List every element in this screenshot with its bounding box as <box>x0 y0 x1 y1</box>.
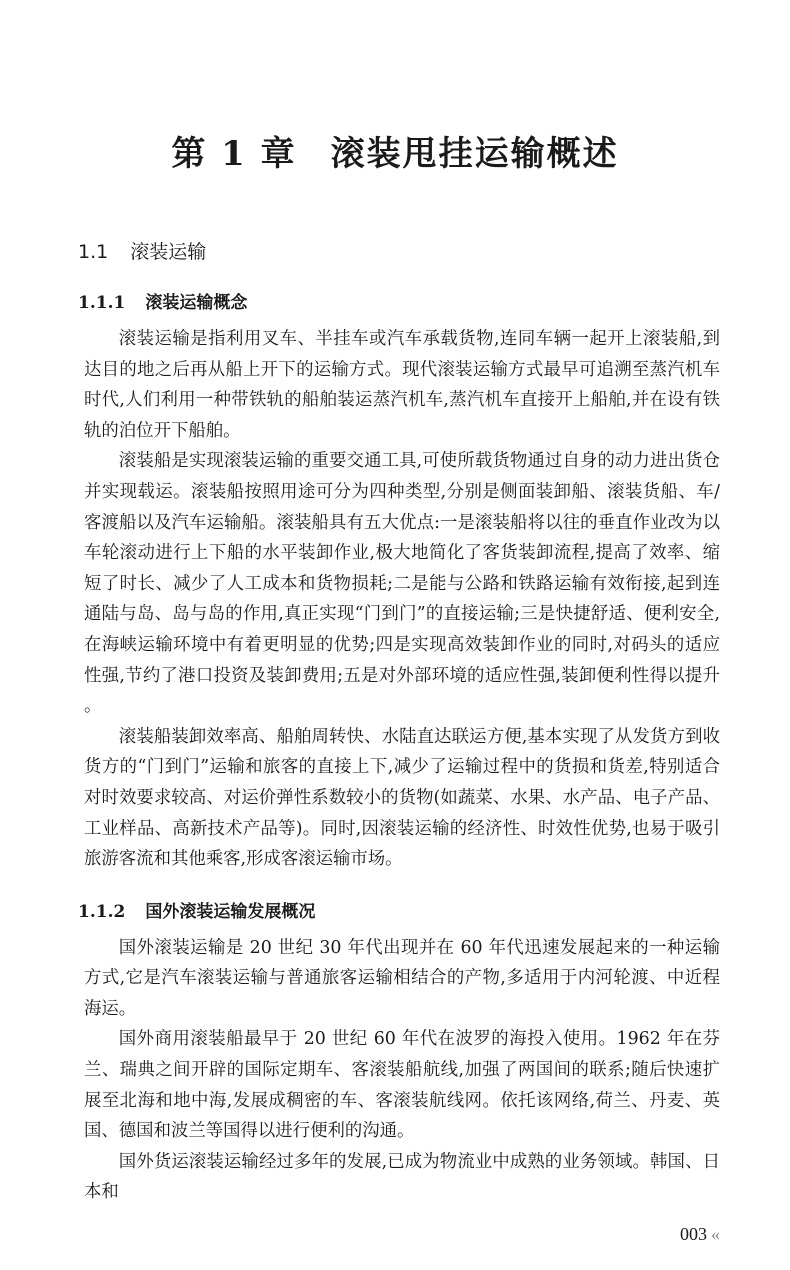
paragraph: 国外滚装运输是 20 世纪 30 年代出现并在 60 年代迅速发展起来的一种运输方式,它是汽车滚装运输与普通旅客运输相结合的产物,多适用于内河轮渡、中近程海运。 <box>84 937 720 1019</box>
paragraph: 滚装船装卸效率高、船舶周转快、水陆直达联运方便,基本实现了从发货方到收货方的“门到门”运输和旅客的直接上下,减少了运输过程中的货损和货差,特别适合对时效要求较高、对运价弹性系数较小的货物(如蔬菜、水果、水产品、电子产品、工业样品、高新技术产品等)。同时,因滚装运输的经济性、时效性优势,也易于吸引旅游客流和其他乘客,形成客滚运输市场。 <box>84 726 720 870</box>
section-1-1-2-body <box>84 933 720 1208</box>
section-1-1-1-body <box>84 324 720 875</box>
page-number-text: 003 <box>680 1224 707 1245</box>
chapter-name: 滚装甩挂运输概述 <box>330 134 619 174</box>
chapter-number: 第 1 章 <box>171 134 297 174</box>
paragraph: 国外货运滚装运输经过多年的发展,已成为物流业中成熟的业务领域。韩国、日本和 <box>84 1151 720 1203</box>
page-marker-icon: « <box>711 1224 720 1245</box>
paragraph: 国外商用滚装船最早于 20 世纪 60 年代在波罗的海投入使用。1962 年在芬兰、瑞典之间开辟的国际定期车、客滚装船航线,加强了两国间的联系;随后快速扩展至北海和地中海,发展成稠密的车、客滚装航线网。依托该网络,荷兰、丹麦、英国、德国和波兰等国得以进行便利的沟通。 <box>84 1029 720 1142</box>
section-number: 1.1.1 <box>78 293 126 313</box>
section-title: 滚装运输概念 <box>145 293 248 313</box>
page-number <box>78 1222 720 1246</box>
paragraph: 滚装船是实现滚装运输的重要交通工具,可使所载货物通过自身的动力进出货仓并实现载运。滚装船按照用途可分为四种类型,分别是侧面装卸船、滚装货船、车/客渡船以及汽车运输船。滚装船具有五大优点:一是滚装船将以往的垂直作业改为以车轮滚动进行上下船的水平装卸作业,极大地简化了客货装卸流程,提高了效率、缩短了时长、减少了人工成本和货物损耗;二是能与公路和铁路运输有效衔接,起到连通陆与岛、岛与岛的作用,真正实现“门到门”的直接运输;三是快捷舒适、便利安全,在海峡运输环境中有着更明显的优势;四是实现高效装卸作业的同时,对码头的适应性强,节约了港口投资及装卸费用;五是对外部环境的适应性强,装卸便利性得以提升。 <box>84 451 720 717</box>
section-number: 1.1 <box>78 241 109 263</box>
section-number: 1.1.2 <box>78 901 126 922</box>
section-title: 滚装运输 <box>130 241 207 263</box>
section-heading-1-1 <box>78 238 720 266</box>
chapter-title <box>0 132 790 176</box>
section-heading-1-1-1 <box>78 290 720 316</box>
section-heading-1-1-2 <box>78 899 720 925</box>
section-title: 国外滚装运输发展概况 <box>145 901 316 922</box>
paragraph: 滚装运输是指利用叉车、半挂车或汽车承载货物,连同车辆一起开上滚装船,到达目的地之后再从船上开下的运输方式。现代滚装运输方式最早可追溯至蒸汽机车时代,人们利用一种带铁轨的船舶装运蒸汽机车,蒸汽机车直接开上船舶,并在设有铁轨的泊位开下船舶。 <box>84 329 720 441</box>
